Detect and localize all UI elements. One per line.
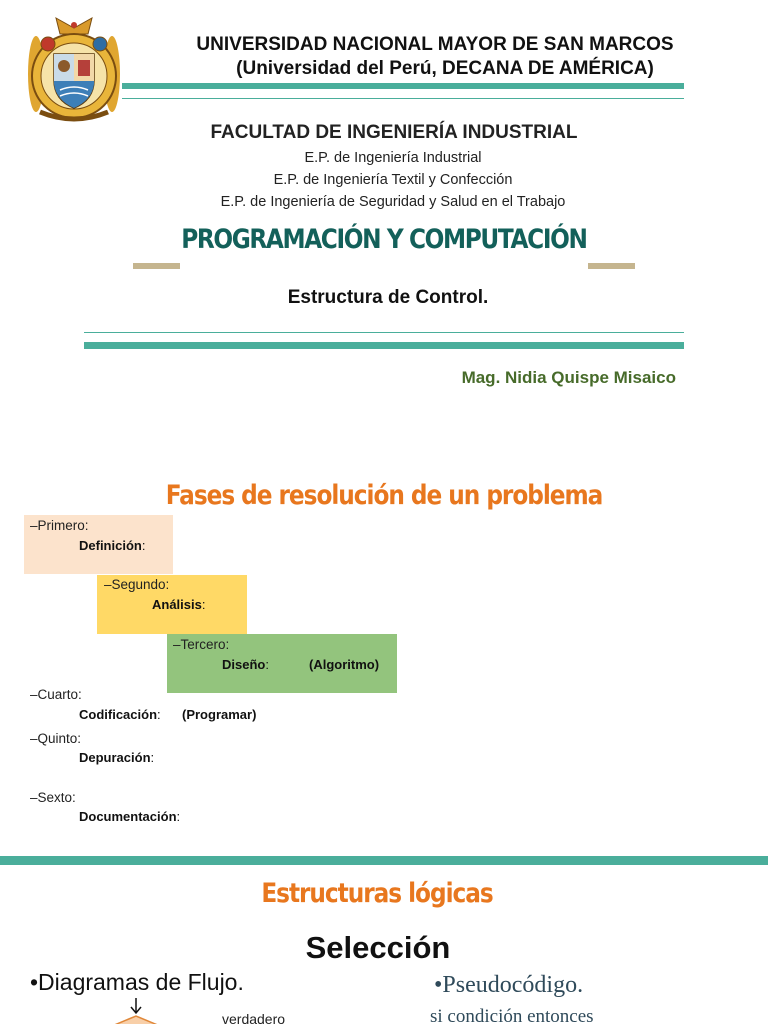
phase-name-text: Análisis: [152, 597, 202, 612]
flowchart-heading: •Diagramas de Flujo.: [30, 969, 244, 995]
phase-colon: :: [176, 809, 181, 824]
phase-name-text: Documentación: [79, 809, 177, 824]
selection-heading: Selección: [305, 930, 451, 965]
university-crest: [26, 14, 122, 126]
school-item: E.P. de Ingeniería Industrial: [304, 150, 482, 166]
phase-name-text: Diseño: [222, 657, 266, 672]
phase-name: [79, 707, 161, 722]
header-band-thick: [122, 83, 684, 89]
phase-colon: :: [150, 750, 155, 765]
university-subtitle: (Universidad del Perú, DECANA DE AMÉRICA): [236, 58, 654, 79]
phase-colon: :: [157, 707, 161, 722]
phase-name: [79, 809, 180, 824]
phase-name: [79, 538, 145, 553]
true-branch-label: verdadero: [222, 1011, 286, 1027]
phase-label: –Tercero:: [173, 637, 230, 652]
phase-label: –Cuarto:: [30, 687, 82, 702]
phase-label: –Sexto:: [30, 790, 76, 805]
pseudocode-line: si condición entonces: [430, 1006, 594, 1027]
school-item: E.P. de Ingeniería de Seguridad y Salud en el Trabajo: [220, 194, 566, 210]
title-accent-left: [133, 263, 180, 269]
author-name: Mag. Nidia Quispe Misaico: [461, 368, 676, 387]
phase-label: –Quinto:: [30, 731, 82, 746]
title-accent-right: [588, 263, 635, 269]
phase-extra: (Programar): [182, 707, 257, 722]
phase-name: [152, 597, 205, 612]
header-band-thin: [122, 98, 684, 99]
phases-title: Fases de resolución de un problema: [165, 480, 603, 511]
phase-colon: :: [265, 657, 269, 672]
school-item: E.P. de Ingeniería Textil y Confección: [273, 172, 513, 188]
slide-divider: [0, 856, 768, 865]
footer-band-thick: [84, 342, 684, 349]
phase-name-text: Definición: [79, 538, 142, 553]
phase-name-text: Depuración: [79, 750, 151, 765]
phase-name: [222, 657, 269, 672]
topic-title: Estructura de Control.: [287, 287, 489, 308]
pseudocode-heading: •Pseudocódigo.: [434, 972, 584, 998]
course-title: PROGRAMACIÓN Y COMPUTACIÓN: [181, 224, 587, 255]
phase-name: [79, 750, 154, 765]
crest-icon: [26, 14, 122, 126]
faculty-title: FACULTAD DE INGENIERÍA INDUSTRIAL: [210, 122, 578, 143]
phase-label: –Primero:: [30, 518, 89, 533]
footer-band-thin: [84, 332, 684, 333]
phase-label: –Segundo:: [104, 577, 170, 592]
phase-extra: (Algoritmo): [309, 657, 380, 672]
university-name: UNIVERSIDAD NACIONAL MAYOR DE SAN MARCOS: [196, 34, 674, 55]
phase-colon: :: [141, 538, 146, 553]
logic-structures-title: Estructuras lógicas: [261, 878, 493, 909]
flowchart-decision-diamond: [108, 998, 168, 1024]
phase-name-text: Codificación: [79, 707, 158, 722]
phase-colon: :: [201, 597, 206, 612]
